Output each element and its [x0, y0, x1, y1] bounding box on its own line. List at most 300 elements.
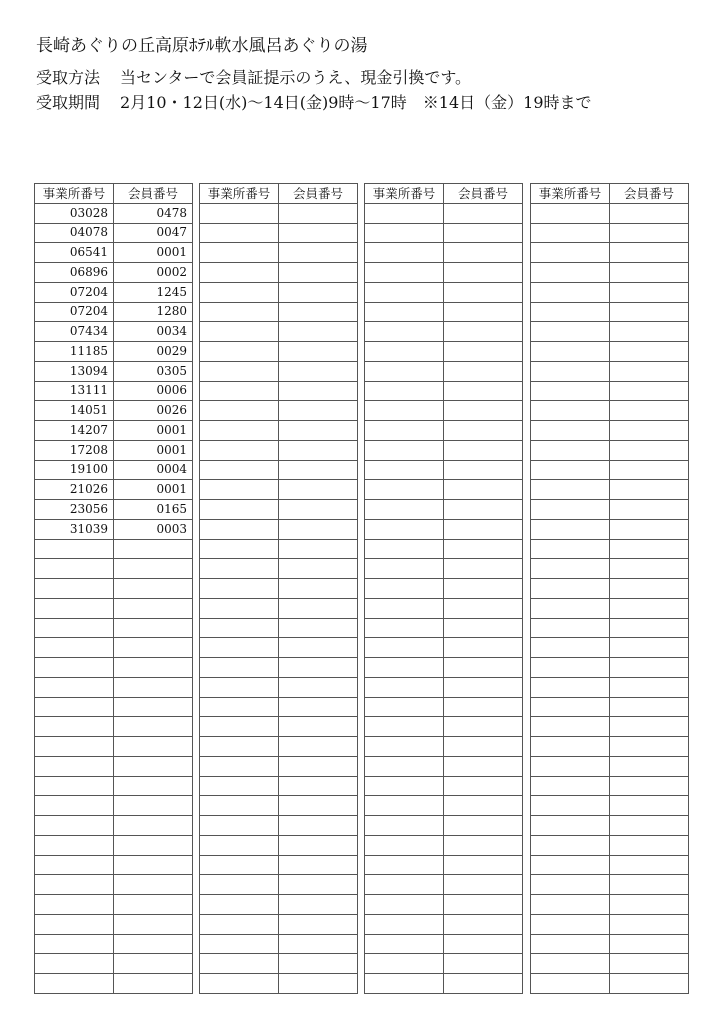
member-number-cell	[610, 539, 689, 559]
member-number-header: 会員番号	[610, 184, 689, 204]
table-row	[531, 855, 689, 875]
member-number-cell: 0026	[114, 401, 193, 421]
member-number-cell	[279, 974, 358, 994]
member-number-cell	[444, 381, 523, 401]
member-number-cell	[610, 223, 689, 243]
table-row	[200, 638, 358, 658]
member-number-cell	[114, 697, 193, 717]
table-row	[531, 559, 689, 579]
office-number-cell	[531, 401, 610, 421]
office-number-cell	[365, 934, 444, 954]
member-number-cell	[444, 460, 523, 480]
member-number-cell	[610, 855, 689, 875]
table-row	[365, 618, 523, 638]
member-number-cell	[610, 342, 689, 362]
record-block-3	[364, 183, 523, 994]
table-row	[200, 974, 358, 994]
table-row	[365, 440, 523, 460]
table-row	[365, 934, 523, 954]
table-row	[35, 855, 193, 875]
office-number-cell	[200, 440, 279, 460]
office-number-cell	[531, 697, 610, 717]
member-number-cell	[444, 203, 523, 223]
office-number-cell: 04078	[35, 223, 114, 243]
office-number-cell	[365, 835, 444, 855]
office-number-cell	[35, 914, 114, 934]
office-number-cell	[200, 717, 279, 737]
office-number-cell	[200, 579, 279, 599]
office-number-cell	[365, 618, 444, 638]
member-number-cell	[444, 974, 523, 994]
table-row	[200, 460, 358, 480]
office-number-cell	[365, 243, 444, 263]
table-row	[35, 322, 193, 342]
office-number-cell: 17208	[35, 440, 114, 460]
table-row	[365, 401, 523, 421]
member-number-cell	[444, 677, 523, 697]
table-row	[35, 638, 193, 658]
member-number-cell	[444, 816, 523, 836]
table-row	[35, 598, 193, 618]
member-number-cell	[610, 835, 689, 855]
table-row	[531, 717, 689, 737]
office-number-header: 事業所番号	[531, 184, 610, 204]
office-number-cell	[531, 421, 610, 441]
office-number-header: 事業所番号	[365, 184, 444, 204]
office-number-cell	[200, 519, 279, 539]
table-row	[200, 381, 358, 401]
table-row	[35, 717, 193, 737]
member-number-cell	[279, 677, 358, 697]
member-number-cell	[114, 835, 193, 855]
office-number-cell	[365, 697, 444, 717]
table-row	[365, 638, 523, 658]
office-number-cell	[200, 282, 279, 302]
member-number-cell	[444, 776, 523, 796]
office-number-cell	[531, 579, 610, 599]
office-number-cell	[531, 776, 610, 796]
member-number-cell: 1245	[114, 282, 193, 302]
table-row	[35, 677, 193, 697]
table-header-row	[365, 184, 523, 204]
table-header-row	[200, 184, 358, 204]
office-number-cell	[200, 756, 279, 776]
office-number-cell	[531, 677, 610, 697]
table-row	[365, 658, 523, 678]
office-number-cell	[365, 756, 444, 776]
office-number-cell: 07434	[35, 322, 114, 342]
member-number-cell	[279, 401, 358, 421]
table-row	[200, 954, 358, 974]
office-number-cell	[365, 579, 444, 599]
office-number-cell	[365, 855, 444, 875]
office-number-cell	[531, 263, 610, 283]
member-number-cell	[114, 559, 193, 579]
office-number-cell	[365, 519, 444, 539]
pickup-period-label: 受取期間	[36, 93, 101, 112]
table-row	[365, 875, 523, 895]
office-number-cell	[365, 263, 444, 283]
office-number-cell	[531, 598, 610, 618]
member-number-cell: 1280	[114, 302, 193, 322]
table-row	[200, 914, 358, 934]
office-number-cell	[35, 598, 114, 618]
office-number-cell: 31039	[35, 519, 114, 539]
table-row	[531, 243, 689, 263]
member-number-cell: 0034	[114, 322, 193, 342]
office-number-cell: 07204	[35, 282, 114, 302]
table-row	[200, 855, 358, 875]
member-number-cell	[610, 322, 689, 342]
office-number-cell	[200, 816, 279, 836]
office-number-cell	[531, 223, 610, 243]
office-number-cell	[200, 914, 279, 934]
member-number-cell	[114, 855, 193, 875]
member-number-cell	[279, 460, 358, 480]
member-number-cell	[610, 934, 689, 954]
table-row	[35, 519, 193, 539]
office-number-cell	[35, 737, 114, 757]
member-number-cell	[279, 717, 358, 737]
record-table	[199, 183, 358, 994]
member-number-cell	[279, 421, 358, 441]
office-number-cell	[365, 361, 444, 381]
office-number-cell	[200, 875, 279, 895]
member-number-cell	[279, 539, 358, 559]
table-row	[200, 440, 358, 460]
office-number-cell	[531, 322, 610, 342]
office-number-cell	[365, 480, 444, 500]
office-number-cell	[35, 855, 114, 875]
member-number-cell	[114, 618, 193, 638]
table-row	[365, 539, 523, 559]
member-number-cell	[610, 875, 689, 895]
table-row	[365, 243, 523, 263]
member-number-cell	[610, 796, 689, 816]
member-number-cell	[444, 717, 523, 737]
member-number-cell	[610, 737, 689, 757]
office-number-cell	[200, 737, 279, 757]
office-number-cell	[35, 895, 114, 915]
office-number-cell	[531, 796, 610, 816]
member-number-cell: 0029	[114, 342, 193, 362]
office-number-cell	[35, 796, 114, 816]
member-number-cell: 0165	[114, 500, 193, 520]
member-number-cell	[444, 855, 523, 875]
table-row	[531, 203, 689, 223]
table-row	[35, 282, 193, 302]
office-number-cell: 11185	[35, 342, 114, 362]
member-number-cell: 0006	[114, 381, 193, 401]
member-number-cell	[279, 203, 358, 223]
member-number-cell	[444, 638, 523, 658]
member-number-cell	[610, 500, 689, 520]
office-number-cell	[531, 342, 610, 362]
table-row	[365, 737, 523, 757]
office-number-cell	[531, 974, 610, 994]
office-number-cell	[365, 816, 444, 836]
member-number-cell	[279, 895, 358, 915]
table-row	[365, 756, 523, 776]
office-number-header: 事業所番号	[200, 184, 279, 204]
table-row	[35, 243, 193, 263]
member-number-cell: 0002	[114, 263, 193, 283]
office-number-cell	[365, 421, 444, 441]
office-number-cell	[200, 658, 279, 678]
office-number-cell	[200, 322, 279, 342]
office-number-cell	[200, 796, 279, 816]
member-number-cell	[279, 322, 358, 342]
member-number-cell	[610, 914, 689, 934]
member-number-cell	[444, 421, 523, 441]
member-number-cell: 0003	[114, 519, 193, 539]
office-number-cell	[531, 835, 610, 855]
member-number-cell	[444, 480, 523, 500]
member-number-cell	[444, 598, 523, 618]
table-row	[531, 579, 689, 599]
office-number-cell	[35, 658, 114, 678]
table-row	[365, 361, 523, 381]
office-number-cell	[365, 223, 444, 243]
office-number-cell	[200, 638, 279, 658]
office-number-cell	[200, 480, 279, 500]
table-row	[35, 835, 193, 855]
table-row	[365, 302, 523, 322]
office-number-cell: 19100	[35, 460, 114, 480]
office-number-cell	[531, 756, 610, 776]
member-number-cell	[610, 203, 689, 223]
office-number-cell	[531, 243, 610, 263]
office-number-cell	[35, 539, 114, 559]
office-number-cell	[35, 697, 114, 717]
office-number-cell	[365, 381, 444, 401]
office-number-cell	[35, 579, 114, 599]
table-row	[365, 282, 523, 302]
table-row	[35, 460, 193, 480]
member-number-cell	[279, 302, 358, 322]
table-row	[35, 875, 193, 895]
office-number-cell	[531, 302, 610, 322]
member-number-cell	[279, 875, 358, 895]
member-number-cell	[444, 914, 523, 934]
table-row	[200, 677, 358, 697]
office-number-cell	[200, 855, 279, 875]
table-row	[35, 302, 193, 322]
office-number-cell	[365, 974, 444, 994]
office-number-cell	[200, 618, 279, 638]
office-number-cell	[365, 954, 444, 974]
member-number-cell	[114, 934, 193, 954]
table-row	[35, 974, 193, 994]
table-row	[35, 737, 193, 757]
office-number-cell: 13094	[35, 361, 114, 381]
table-row	[531, 974, 689, 994]
table-row	[200, 875, 358, 895]
member-number-cell	[279, 361, 358, 381]
table-row	[365, 717, 523, 737]
office-number-cell	[531, 539, 610, 559]
table-row	[200, 539, 358, 559]
table-row	[531, 440, 689, 460]
office-number-cell	[35, 835, 114, 855]
member-number-cell	[444, 954, 523, 974]
member-number-cell: 0478	[114, 203, 193, 223]
table-row	[35, 539, 193, 559]
member-number-cell	[279, 263, 358, 283]
table-row	[531, 342, 689, 362]
member-number-cell	[279, 816, 358, 836]
member-number-cell	[114, 737, 193, 757]
office-number-cell	[531, 381, 610, 401]
office-number-cell	[365, 203, 444, 223]
office-number-cell: 06541	[35, 243, 114, 263]
table-row	[531, 421, 689, 441]
member-number-cell	[279, 243, 358, 263]
office-number-cell	[35, 816, 114, 836]
member-number-cell	[279, 737, 358, 757]
member-number-cell	[444, 500, 523, 520]
office-number-cell	[365, 737, 444, 757]
office-number-cell	[365, 559, 444, 579]
office-number-cell: 07204	[35, 302, 114, 322]
table-row	[200, 223, 358, 243]
table-row	[365, 598, 523, 618]
member-number-cell	[444, 223, 523, 243]
member-number-cell	[114, 974, 193, 994]
member-number-cell	[114, 539, 193, 559]
office-number-cell	[365, 776, 444, 796]
table-row	[35, 776, 193, 796]
member-number-cell	[610, 638, 689, 658]
office-number-cell	[35, 875, 114, 895]
office-number-cell	[35, 776, 114, 796]
table-row	[531, 519, 689, 539]
office-number-cell	[200, 460, 279, 480]
member-number-cell	[114, 914, 193, 934]
member-number-cell: 0001	[114, 421, 193, 441]
office-number-cell	[200, 361, 279, 381]
member-number-cell	[279, 658, 358, 678]
table-row	[200, 243, 358, 263]
table-row	[200, 302, 358, 322]
member-number-cell	[279, 855, 358, 875]
member-number-cell	[610, 618, 689, 638]
office-number-cell	[531, 934, 610, 954]
office-number-cell	[35, 954, 114, 974]
table-row	[531, 460, 689, 480]
table-row	[200, 421, 358, 441]
office-number-cell	[200, 598, 279, 618]
member-number-cell	[279, 618, 358, 638]
member-number-cell	[444, 302, 523, 322]
member-number-cell	[114, 816, 193, 836]
office-number-cell	[35, 638, 114, 658]
member-number-cell	[444, 756, 523, 776]
member-number-cell	[114, 875, 193, 895]
office-number-cell	[531, 658, 610, 678]
table-row	[200, 717, 358, 737]
table-row	[200, 282, 358, 302]
member-number-cell	[279, 776, 358, 796]
table-row	[200, 322, 358, 342]
member-number-cell	[610, 440, 689, 460]
office-number-cell	[531, 519, 610, 539]
office-number-cell	[200, 835, 279, 855]
record-block-4	[530, 183, 689, 994]
table-row	[200, 737, 358, 757]
pickup-method-label: 受取方法	[36, 68, 101, 87]
office-number-cell	[365, 539, 444, 559]
member-number-cell	[114, 638, 193, 658]
member-number-cell	[444, 539, 523, 559]
office-number-cell	[365, 440, 444, 460]
table-row	[365, 460, 523, 480]
table-row	[365, 835, 523, 855]
office-number-cell	[531, 914, 610, 934]
table-row	[365, 895, 523, 915]
table-row	[531, 263, 689, 283]
office-number-cell	[531, 954, 610, 974]
office-number-cell	[531, 282, 610, 302]
table-row	[35, 559, 193, 579]
table-row	[35, 203, 193, 223]
table-row	[35, 756, 193, 776]
member-number-cell	[114, 796, 193, 816]
member-number-cell	[610, 579, 689, 599]
member-number-cell	[279, 342, 358, 362]
member-number-cell	[444, 658, 523, 678]
member-number-cell	[279, 598, 358, 618]
table-row	[200, 500, 358, 520]
table-row	[531, 796, 689, 816]
table-row	[200, 658, 358, 678]
member-number-cell	[279, 697, 358, 717]
office-number-cell	[531, 361, 610, 381]
table-row	[365, 796, 523, 816]
office-number-cell	[365, 460, 444, 480]
table-row	[35, 954, 193, 974]
member-number-cell: 0001	[114, 480, 193, 500]
table-row	[531, 756, 689, 776]
table-row	[531, 934, 689, 954]
office-number-cell: 13111	[35, 381, 114, 401]
table-row	[200, 618, 358, 638]
table-row	[200, 401, 358, 421]
member-number-cell	[279, 381, 358, 401]
table-row	[531, 500, 689, 520]
office-number-cell	[365, 500, 444, 520]
member-number-cell: 0004	[114, 460, 193, 480]
office-number-cell: 23056	[35, 500, 114, 520]
member-number-cell	[610, 263, 689, 283]
member-number-cell	[279, 559, 358, 579]
table-row	[531, 401, 689, 421]
member-number-cell	[114, 677, 193, 697]
member-number-cell	[279, 756, 358, 776]
office-number-cell	[200, 954, 279, 974]
office-number-cell: 14051	[35, 401, 114, 421]
member-number-cell	[444, 697, 523, 717]
member-number-cell	[610, 381, 689, 401]
office-number-cell	[200, 302, 279, 322]
office-number-cell: 21026	[35, 480, 114, 500]
office-number-cell	[200, 559, 279, 579]
table-row	[35, 500, 193, 520]
member-number-cell	[610, 519, 689, 539]
table-row	[35, 421, 193, 441]
table-row	[200, 361, 358, 381]
office-number-cell	[365, 342, 444, 362]
